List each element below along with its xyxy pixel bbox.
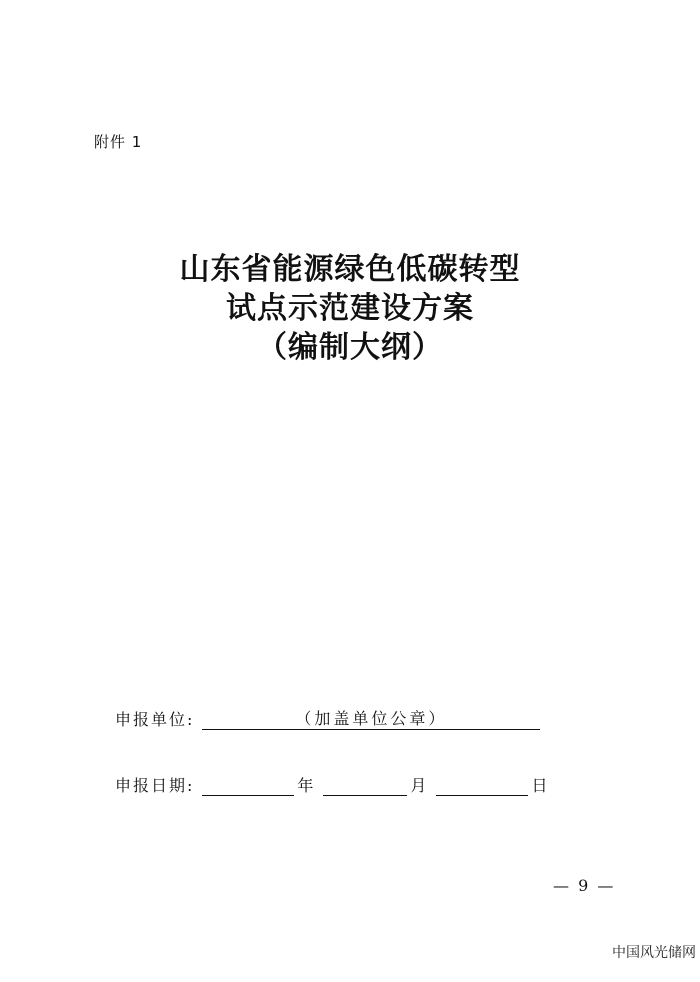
- title-line-3: （编制大纲）: [257, 330, 443, 365]
- application-date-label: 申报日期:: [115, 776, 195, 795]
- day-field: [436, 775, 528, 796]
- year-char: 年: [297, 776, 314, 795]
- application-date-row: [115, 770, 547, 796]
- applicant-unit-field: [202, 709, 540, 730]
- day-char: 日: [531, 776, 548, 795]
- title-line-2: 试点示范建设方案: [226, 291, 474, 326]
- attachment-label: 附件 1: [94, 133, 143, 151]
- page-number: — 9 —: [553, 876, 616, 895]
- month-field: [323, 775, 407, 796]
- year-field: [202, 775, 294, 796]
- month-char: 月: [410, 776, 427, 795]
- applicant-unit-label: 申报单位:: [115, 710, 195, 729]
- site-watermark: 中国风光储网: [612, 945, 696, 961]
- document-title: [0, 250, 700, 367]
- applicant-unit-row: [115, 704, 540, 730]
- seal-note: （加盖单位公章）: [295, 709, 448, 728]
- title-line-1: 山东省能源绿色低碳转型: [179, 252, 521, 287]
